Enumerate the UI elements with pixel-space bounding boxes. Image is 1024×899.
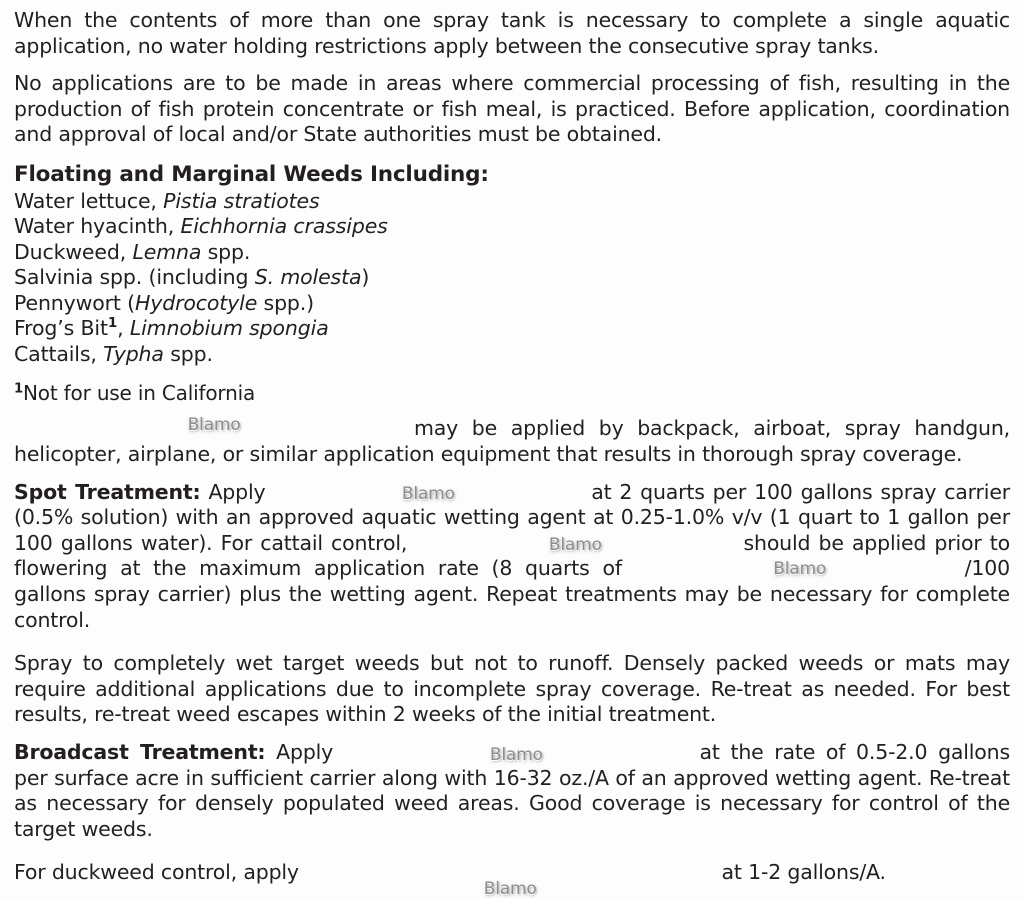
spot-part3: should be applied prior to flowering at the maximum application rate (8 quarts of [14, 530, 1010, 581]
weed-common-name: Salvinia spp. (including [14, 265, 255, 290]
blamo-watermark: Blamo [548, 534, 602, 555]
broadcast-part2: at the rate of 0.5-2.0 gallons per surface acre in sufficient carrier along with 16-32 oz./A of an approved wetting agent. Re-treat as necessary for densely populated weed areas. Good coverage is necessary for control of the target weeds. [14, 740, 1010, 841]
weed-list [14, 189, 1010, 368]
blamo-watermark: Blamo [773, 559, 827, 580]
paragraph-application-equipment [14, 416, 1010, 467]
weed-trailing: spp. [201, 239, 251, 264]
weed-scientific-name: Typha [103, 341, 164, 366]
paragraph-spray-coverage: Spray to completely wet target weeds but not to runoff. Densely packed weeds or mats may require additional applications due to incomplete spray coverage. Re-treat as needed. For best results, re-treat weed escapes within 2 weeks of the initial treatment. [14, 651, 1010, 727]
weed-common-name: Frog’s Bit [14, 316, 108, 341]
weed-trailing: spp. [163, 341, 213, 366]
weed-comma: , [117, 316, 130, 341]
weed-scientific-name: Lemna [132, 239, 202, 264]
footnote-marker: 1 [14, 381, 23, 397]
paragraph-broadcast-treatment [14, 740, 1010, 842]
footnote-marker: 1 [107, 315, 118, 332]
list-item [14, 240, 1010, 266]
paragraph-tank-restrictions: When the contents of more than one spray tank is necessary to complete a single aquatic application, no water holding restrictions apply between the consecutive spray tanks. [14, 8, 1010, 58]
paragraph-duckweed-control [14, 860, 1010, 899]
weed-common-name: Duckweed, [14, 239, 133, 264]
spot-part2: at 2 quarts per 100 gallons spray carrier (0.5% solution) with an approved aquatic wetting agent at 0.25-1.0% v/v (1 quart to 1 gallon per 100 gallons water). For cattail control, [14, 479, 1011, 555]
blamo-watermark: Blamo [483, 879, 537, 899]
equipment-text: may be applied by backpack, airboat, spray handgun, helicopter, airplane, or similar application equipment that results in thorough spray coverage. [14, 416, 1010, 467]
duckweed-part1: For duckweed control, apply [14, 860, 306, 885]
footnote-text: Not for use in California [23, 381, 256, 406]
paragraph-fish-processing: No applications are to be made in areas where commercial processing of fish, resulting in the production of fish protein concentrate or fish meal, is practiced. Before application, coordination and approval of local and/or State authorities must be obtained. [14, 71, 1010, 147]
blamo-watermark: Blamo [187, 415, 241, 436]
list-item [14, 316, 1010, 342]
spot-part1: Apply [200, 479, 274, 504]
weed-scientific-name: Limnobium spongia [129, 316, 329, 341]
list-item [14, 265, 1010, 291]
broadcast-part1: Apply [265, 740, 344, 764]
california-footnote [14, 381, 1010, 406]
weed-common-name: Water hyacinth, [14, 214, 181, 239]
list-item [14, 342, 1010, 368]
spot-part4: /100 gallons spray carrier) plus the wetting agent. Repeat treatments may be necessary for complete control. [14, 556, 1010, 632]
list-item [14, 214, 1010, 240]
blamo-watermark: Blamo [401, 483, 455, 504]
weed-common-name: Pennywort ( [14, 290, 135, 315]
weed-scientific-name: Eichhornia crassipes [180, 214, 388, 239]
weed-trailing: ) [361, 265, 370, 290]
weeds-section-heading: Floating and Marginal Weeds Including: [14, 161, 489, 187]
paragraph-spot-treatment [14, 480, 1010, 634]
broadcast-treatment-label: Broadcast Treatment: [14, 740, 266, 764]
weed-scientific-name: S. molesta [254, 265, 362, 290]
weed-common-name: Cattails, [14, 341, 104, 366]
weed-trailing: spp.) [257, 290, 315, 315]
list-item [14, 291, 1010, 317]
weed-scientific-name: Hydrocotyle [135, 290, 258, 315]
list-item [14, 189, 1010, 215]
duckweed-part2: at 1-2 gallons/A. [715, 860, 886, 885]
weed-common-name: Water lettuce, [14, 188, 164, 213]
blamo-watermark: Blamo [489, 745, 543, 765]
weed-scientific-name: Pistia stratiotes [163, 188, 320, 213]
spot-treatment-label: Spot Treatment: [14, 479, 201, 504]
text-column [14, 8, 1011, 899]
